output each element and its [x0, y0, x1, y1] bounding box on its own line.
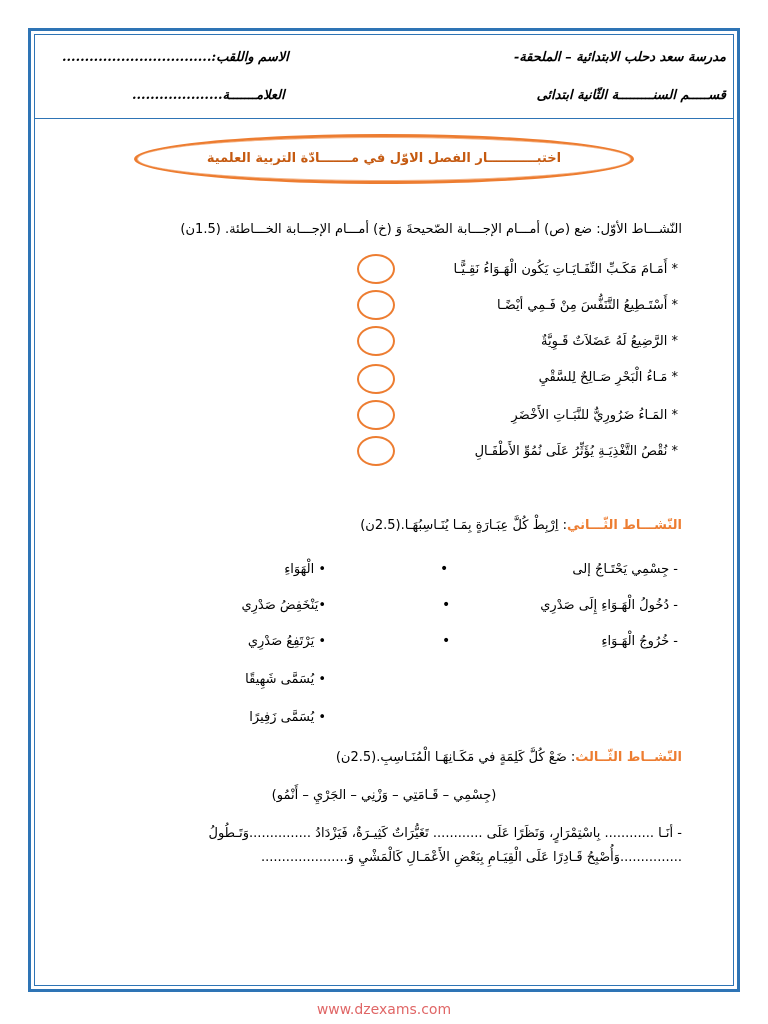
activity2-heading: [360, 518, 682, 533]
answer-circle-6[interactable]: [357, 436, 395, 466]
activity3-heading-label: النّشــاط الثّــالث: [575, 750, 682, 765]
match-right-2[interactable]: •يَنْخَفِضُ صَدْرِي: [241, 598, 326, 613]
answer-circle-5[interactable]: [357, 400, 395, 430]
activity1-item-4: * مَـاءُ الْبَحْرِ صَـالِحٌ لِلسَّقْيِ: [538, 370, 678, 385]
activity2-heading-text: : اِرْبِطْ كُلَّ عِبَـارَةٍ بِمَـا يُنَـاسِبُهَـا.(2.5ن): [360, 518, 567, 533]
activity3-heading: [336, 750, 682, 765]
grade-field[interactable]: العلامـــــــة....................: [132, 88, 285, 103]
class-name: قســـــم السنـــــــــة الثّانية ابتدائى: [536, 88, 726, 103]
activity1-item-3: * الرَّضِيعُ لَهُ عَضَلاَتٌ قَـوِيَّةٌ: [541, 334, 678, 349]
match-right-1[interactable]: • الْهَوَاءِ: [284, 562, 326, 577]
match-dot-left-2[interactable]: •: [442, 597, 451, 613]
activity2-heading-label: النّشـــاط الثّـــاني: [566, 518, 682, 533]
match-dot-left-3[interactable]: •: [442, 633, 451, 649]
activity1-item-1: * أَمَـامَ مَكَـبِّ النِّفَـايَـاتِ يَكُون الْهَـوَاءُ نَقِـيًّـا: [453, 262, 678, 277]
activity3-heading-text: : ضَعْ كُلَّ كَلِمَةٍ في مَكَـانِهَـا الْمُنَـاسِبِ.(2.5ن): [335, 750, 576, 765]
match-right-5[interactable]: • يُسَمَّى زَفِيرًا: [249, 710, 326, 725]
name-field[interactable]: الاسم واللقب:.................................: [62, 50, 289, 65]
school-name: مدرسة سعد دحلب الابتدائية – الملحقة-: [513, 50, 726, 65]
match-dot-left-1[interactable]: •: [440, 561, 449, 577]
match-right-4[interactable]: • يُسَمَّى شَهِيقًا: [245, 672, 326, 687]
match-left-1: - جِسْمِي يَحْتَـاجُ إلى: [572, 562, 678, 577]
activity1-item-2: * أَسْتَـطِيعُ التَّنَفُّسَ مِنْ فَـمِي أيْضًـا: [497, 298, 678, 313]
answer-circle-4[interactable]: [357, 364, 395, 394]
answer-circle-3[interactable]: [357, 326, 395, 356]
activity1-heading: النّشـــاط الأوّل: ضع (ص) أمـــام الإجـــابة الصّحيحةَ وَ (خ) أمـــام الإجـــابة الخـــاطئة. (1.5ن): [180, 222, 682, 237]
exam-title: اختبـــــــــــار الفصل الاوّل في مـــــــادّة التربية العلمية: [206, 151, 562, 166]
activity1-item-6: * نُقْصُ التَّغْذِيَـةِ يُؤَثِّرُ عَلَى نُمُوِّ الأَطْفَـالِ: [474, 444, 678, 459]
answer-circle-1[interactable]: [357, 254, 395, 284]
answer-circle-2[interactable]: [357, 290, 395, 320]
word-bank: (جِسْمِي – قَـامَتِي – وَزْنِي – الجَرْيِ – أَنْمُو): [271, 788, 497, 803]
website-link[interactable]: www.dzexams.com: [316, 1002, 452, 1018]
match-left-3: - خُرُوجُ الْهَـوَاءِ: [601, 634, 678, 649]
fill-sentence-1[interactable]: - أنَـا ............ بِاسْتِمْرَارٍ، وَنَظَرًا عَلَى ............ تَغَيُّرَاتٌ كَثِيـرَةٌ، فَيَزْدَادُ ...............وَتَـطُولُ: [208, 826, 682, 841]
header-divider: [34, 118, 734, 119]
activity1-item-5: * المَـاءُ ضَرُورِيٌّ للنَّبَـاتِ الأَخْضَرِ: [511, 408, 678, 423]
match-left-2: - دُخُولُ الْهَـوَاءِ إِلَى صَدْرِي: [540, 598, 678, 613]
fill-sentence-2[interactable]: ...............وَأُصْبِحُ قَـادِرًا عَلَى الْقِيَـامِ بِبَعْضِ الأَعْمَـالِ كَالْمَشْيِ وَ.....................: [261, 850, 682, 865]
match-right-3[interactable]: • يَرْتَفِعُ صَدْرِي: [247, 634, 326, 649]
